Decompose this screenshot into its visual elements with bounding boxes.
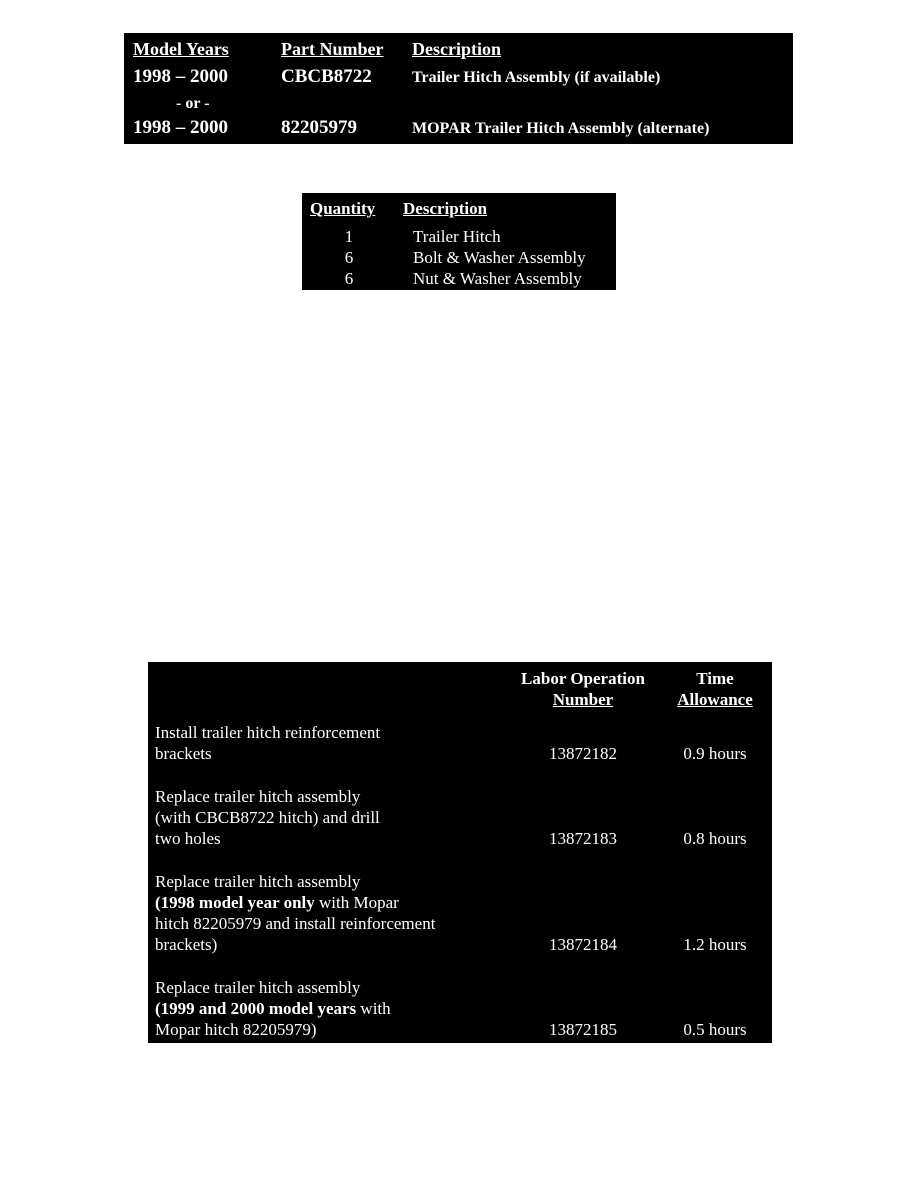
model-years-cell: 1998 – 2000 bbox=[133, 66, 228, 87]
time-header-line: Time bbox=[696, 669, 734, 688]
empty-header-cell bbox=[148, 668, 508, 710]
contents-row bbox=[310, 247, 612, 268]
desc-line: hitch 82205979 and install reinforcement bbox=[155, 914, 436, 933]
part-number-cell: CBCB8722 bbox=[281, 66, 372, 87]
parts-table bbox=[124, 33, 793, 144]
description-cell: Nut & Washer Assembly bbox=[413, 269, 582, 288]
model-years-cell: 1998 – 2000 bbox=[133, 117, 228, 138]
desc-line: brackets) bbox=[155, 935, 218, 954]
desc-bold-segment: (1998 model year only bbox=[155, 893, 315, 912]
contents-row bbox=[310, 226, 612, 247]
contents-table-header bbox=[310, 199, 612, 219]
description-cell: Trailer Hitch Assembly (if available) bbox=[412, 69, 661, 86]
desc-regular-segment: with bbox=[356, 999, 391, 1018]
desc-line: Mopar hitch 82205979) bbox=[155, 1020, 317, 1039]
labor-row bbox=[148, 871, 772, 955]
time-allowance: 1.2 hours bbox=[683, 935, 747, 954]
labor-operation-number: 13872183 bbox=[549, 829, 617, 848]
labor-description bbox=[148, 977, 508, 1040]
part-number-header-cell bbox=[281, 39, 412, 59]
labor-operation-number: 13872184 bbox=[549, 935, 617, 954]
labor-operations-table bbox=[148, 662, 772, 1043]
part-number-cell: 82205979 bbox=[281, 117, 357, 138]
time-allowance: 0.8 hours bbox=[683, 829, 747, 848]
model-years-header-cell bbox=[133, 39, 281, 59]
quantity-cell: 6 bbox=[344, 269, 354, 288]
labor-row bbox=[148, 977, 772, 1040]
description-header: Description bbox=[412, 39, 501, 59]
quantity-cell: 1 bbox=[344, 227, 354, 246]
desc-line: (with CBCB8722 hitch) and drill bbox=[155, 808, 380, 827]
labor-row bbox=[148, 786, 772, 849]
number-header-line: Number bbox=[552, 690, 614, 709]
desc-bold-segment: (1999 and 2000 model years bbox=[155, 999, 357, 1018]
quantity-cell: 6 bbox=[344, 248, 354, 267]
description-header-cell bbox=[388, 199, 487, 219]
labor-operation-header-line: Labor Operation bbox=[521, 669, 645, 688]
time-allowance-header bbox=[658, 668, 772, 710]
description-header-cell bbox=[412, 39, 789, 59]
desc-line bbox=[155, 998, 508, 1019]
model-years-header: Model Years bbox=[133, 39, 229, 59]
description-header: Description bbox=[403, 199, 488, 218]
desc-line: Replace trailer hitch assembly bbox=[155, 978, 361, 997]
desc-line: Replace trailer hitch assembly bbox=[155, 787, 361, 806]
desc-line: two holes bbox=[155, 829, 221, 848]
parts-table-header bbox=[133, 39, 789, 59]
labor-table-header bbox=[148, 668, 772, 710]
desc-line: brackets bbox=[155, 744, 212, 763]
parts-table-row bbox=[133, 66, 789, 89]
labor-operation-number: 13872182 bbox=[549, 744, 617, 763]
contents-row bbox=[310, 268, 612, 289]
parts-table-row bbox=[133, 117, 789, 140]
labor-operation-number: 13872185 bbox=[549, 1020, 617, 1039]
desc-line: Replace trailer hitch assembly bbox=[155, 872, 361, 891]
labor-description bbox=[148, 722, 508, 764]
description-cell: MOPAR Trailer Hitch Assembly (alternate) bbox=[412, 120, 710, 137]
description-cell: Trailer Hitch bbox=[413, 227, 501, 246]
labor-row bbox=[148, 722, 772, 764]
desc-line: Install trailer hitch reinforcement bbox=[155, 723, 381, 742]
labor-description bbox=[148, 871, 508, 955]
quantity-header: Quantity bbox=[310, 199, 376, 218]
part-number-header: Part Number bbox=[281, 39, 384, 59]
or-separator: - or - bbox=[176, 95, 210, 112]
labor-operation-number-header bbox=[508, 668, 658, 710]
contents-table-rows bbox=[310, 226, 612, 289]
description-cell: Bolt & Washer Assembly bbox=[413, 248, 586, 267]
time-allowance: 0.5 hours bbox=[683, 1020, 747, 1039]
quantity-header-cell bbox=[310, 199, 388, 219]
contents-table bbox=[302, 193, 616, 290]
labor-description bbox=[148, 786, 508, 849]
allowance-header-line: Allowance bbox=[677, 690, 753, 709]
desc-regular-segment: with Mopar bbox=[314, 893, 399, 912]
desc-line bbox=[155, 892, 508, 913]
time-allowance: 0.9 hours bbox=[683, 744, 747, 763]
